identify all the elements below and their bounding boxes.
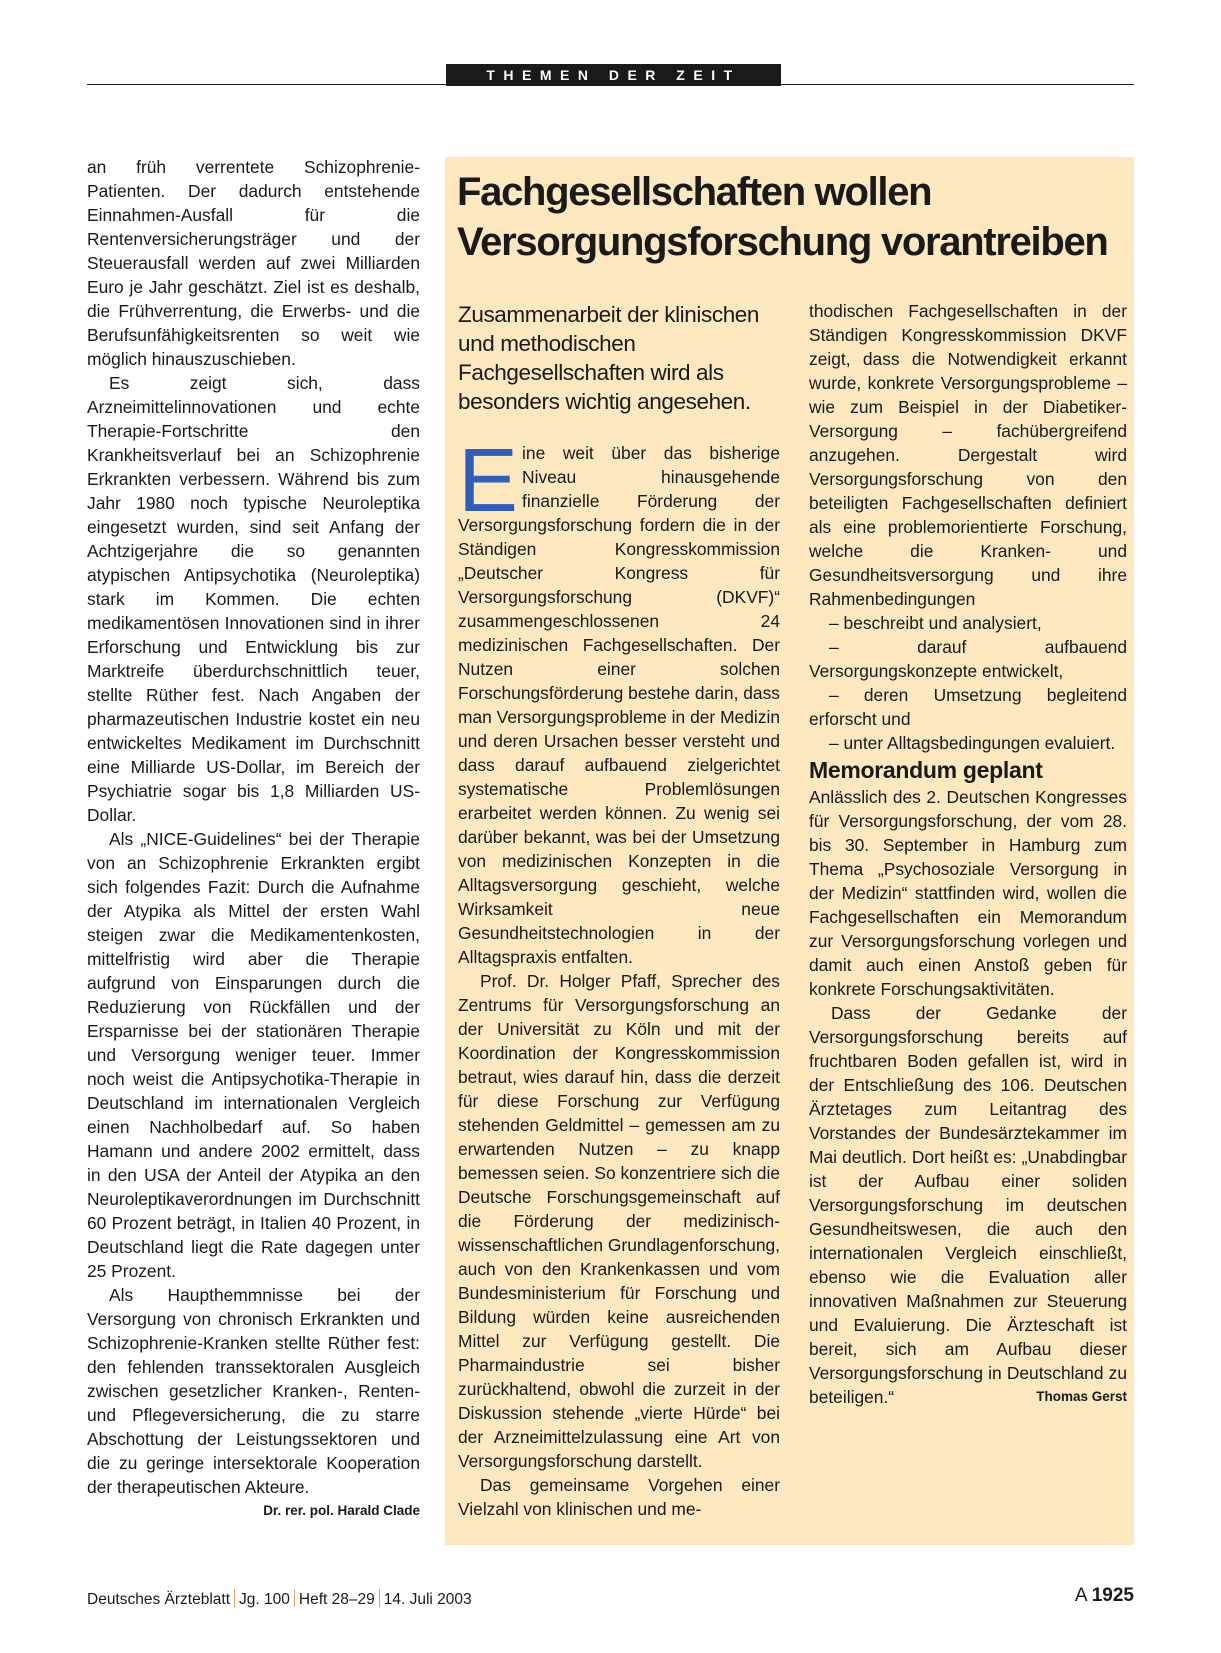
article-lead: Zusammenarbeit der klinischen und methodischen Fachgesellschaften wird als besonders wichtig angesehen. bbox=[458, 302, 760, 414]
footer-date: 14. Juli 2003 bbox=[383, 1591, 472, 1608]
left-paragraph-2: Es zeigt sich, dass Arzneimittelinnovationen und echte Therapie-Fortschritte den Krankheitsverlauf bei an Schizophrenie Erkrankten verbessern. Während bis zum Jahr 1980 noch typische Neuroleptika eingesetzt wurden, sind seit Anfang der Achtzigerjahre die so genannten atypischen Antipsychotika (Neuroleptika) stark im Kommen. Die echten medikamentösen Innovationen sind in ihrer Erforschung und Entwicklung bis zur Marktreife überdurchschnittlich teuer, stellte Rüther fest. Nach Angaben der pharmazeutischen Industrie kostet ein neu entwickeltes Medikament im Durchschnitt eine Milliarde US-Dollar, im Bereich der Psychiatrie sogar bis 1,8 Milliarden US-Dollar. bbox=[87, 373, 420, 825]
box-paragraph-4: thodischen Fachgesellschaften in der Ständigen Kongresskommission DKVF zeigt, dass die Notwendigkeit erkannt wurde, konkrete Versorgungsprobleme – wie zum Beispiel in der Diabetiker-Versorgung – fachübergreifend anzugehen. Dergestalt wird Versorgungsforschung von den beteiligten Fachgesellschaften definiert als eine problemorientierte Forschung, welche die Kranken- und Gesundheitsversorgung und ihre Rahmenbedingungen bbox=[809, 301, 1127, 609]
box-paragraph-1-text: ine weit über das bisherige Niveau hinausgehende finanzielle Förderung der Versorgungsforschung fordern die in der Ständigen Kongresskommission „Deutscher Kongress für Versorgungsforschung (DKVF)“ zusammengeschlossenen 24 medizinischen Fachgesellschaften. Der Nutzen einer solchen Forschungsförderung bestehe darin, dass man Versorgungsprobleme in der Medizin und deren Ursachen besser versteht und dass darauf aufbauend zielgerichtet systematische Problemlösungen erarbeitet werden können. Zu wenig sei darüber bekannt, was bei der Umsetzung von medizinischen Konzepten in die Alltagsversorgung geschieht, welche Wirksamkeit neue Gesundheitstechnologien in der Alltagspraxis entfalten. bbox=[458, 443, 780, 967]
box-author: Thomas Gerst bbox=[1036, 1389, 1127, 1404]
page-number-value: 1925 bbox=[1091, 1585, 1134, 1606]
footer-issue: Heft 28–29 bbox=[298, 1591, 375, 1608]
box-paragraph-2: Prof. Dr. Holger Pfaff, Sprecher des Zentrums für Versorgungsforschung an der Universität zu Köln und mit der Koordination der Kongresskommission betraut, wies darauf hin, dass die derzeit für diese Forschung zur Verfügung stehenden Geldmittel – gemessen am zu erwartenden Nutzen – zu knapp bemessen seien. So konzentriere sich die Deutsche Forschungsgemeinschaft auf die Förderung der medizinisch-wissenschaftlichen Grundlagenforschung, auch von den Krankenkassen und vom Bundesministerium für Forschung und Bildung würden keine ausreichenden Mittel zur Verfügung gestellt. Die Pharmaindustrie sei bisher zurückhaltend, obwohl die zurzeit in der Diskussion stehende „vierte Hürde“ bei der Arzneimittelzulassung eine Art von Versorgungsforschung darstellt. bbox=[458, 971, 780, 1471]
box-paragraph-6-text: Dass der Gedanke der Versorgungsforschung bereits auf fruchtbaren Boden gefallen ist, wird in der Entschließung des 106. Deutschen Ärztetages zum Leitantrag des Vorstandes der Bundesärztekammer im Mai deutlich. Dort heißt es: „Unabdingbar ist der Aufbau einer soliden Versorgungsforschung im deutschen Gesundheitswesen, die auch den internationalen Vergleich einschließt, ebenso wie die Evaluation aller innovativen Maßnahmen zur Steuerung und Evaluierung. Die Ärzteschaft ist bereit, sich am Aufbau dieser Versorgungsforschung in Deutschland zu beteiligen.“ bbox=[809, 1003, 1127, 1407]
box-paragraph-3: Das gemeinsame Vorgehen einer Vielzahl von klinischen und me- bbox=[458, 1475, 780, 1519]
subheading: Memorandum geplant bbox=[809, 757, 1043, 783]
left-author: Dr. rer. pol. Harald Clade bbox=[263, 1503, 420, 1518]
left-column bbox=[87, 155, 420, 1523]
box-paragraph-6 bbox=[809, 1001, 1127, 1409]
drop-cap: E bbox=[458, 431, 519, 531]
article-title bbox=[457, 167, 1127, 267]
footer-separator bbox=[294, 1589, 295, 1607]
footer-journal: Deutsches Ärzteblatt bbox=[87, 1591, 231, 1608]
list-item-1: – beschreibt und analysiert, bbox=[829, 613, 1042, 633]
footer-volume: Jg. 100 bbox=[239, 1591, 290, 1608]
footer-separator bbox=[234, 1589, 235, 1607]
section-label: THEMEN DER ZEIT bbox=[446, 64, 781, 86]
page-number bbox=[1075, 1585, 1134, 1607]
left-paragraph-3: Als „NICE-Guidelines“ bei der Therapie von an Schizophrenie Erkrankten ergibt sich folgendes Fazit: Durch die Aufnahme der Atypika als Mittel der ersten Wahl steigen zwar die Medikamentenkosten, mittelfristig wird aber die Therapie aufgrund von Einsparungen durch die Reduzierung von Rückfällen und der Ersparnisse bei der stationären Therapie und Versorgung weniger teuer. Immer noch weist die Antipsychotika-Therapie in Deutschland im internationalen Vergleich einen Nachholbedarf auf. So haben Hamann und andere 2002 ermittelt, dass in den USA der Anteil der Atypika an den Neuroleptikaverordnungen im Durchschnitt 60 Prozent beträgt, in Italien 40 Prozent, in Deutschland liegt die Rate dagegen unter 25 Prozent. bbox=[87, 829, 420, 1281]
left-paragraph-4-text: Als Haupthemmnisse bei der Versorgung von chronisch Erkrankten und Schizophrenie-Kranken stellte Rüther fest: den fehlenden transsektoralen Ausgleich zwischen gesetzlicher Kranken-, Renten- und Pflegeversicherung, die zu starre Abschottung der Leistungssektoren und die zu geringe intersektorale Kooperation der therapeutischen Akteure. bbox=[87, 1285, 420, 1497]
box-middle-column bbox=[458, 300, 780, 1521]
footer-separator bbox=[379, 1589, 380, 1607]
list-item-3: – deren Umsetzung begleitend erforscht und bbox=[809, 685, 1127, 729]
box-paragraph-5: Anlässlich des 2. Deutschen Kongresses für Versorgungsforschung, der vom 28. bis 30. September in Hamburg zum Thema „Psychosoziale Versorgung in der Medizin“ stattfinden wird, wollen die Fachgesellschaften ein Memorandum zur Versorgungsforschung vorlegen und damit auch einen Anstoß geben für konkrete Forschungsaktivitäten. bbox=[809, 787, 1127, 999]
left-paragraph-4 bbox=[87, 1283, 420, 1518]
list-item-2: – darauf aufbauend Versorgungskonzepte entwickelt, bbox=[809, 637, 1127, 681]
box-right-column bbox=[809, 299, 1127, 1409]
left-paragraph-1: an früh verrentete Schizophrenie-Patienten. Der dadurch entstehende Einnahmen-Ausfall für die Rentenversicherungsträger und der Steuerausfall werden auf zwei Milliarden Euro je Jahr geschätzt. Ziel ist es deshalb, die Frühverrentung, die Erwerbs- und die Berufsunfähigkeitsrenten so weit wie möglich hinauszuschieben. bbox=[87, 157, 420, 369]
page-prefix: A bbox=[1074, 1585, 1087, 1606]
article-title-line-2: Versorgungsforschung vorantreiben bbox=[457, 220, 1108, 264]
box-paragraph-1 bbox=[458, 431, 780, 969]
list-item-4: – unter Alltagsbedingungen evaluiert. bbox=[829, 733, 1116, 753]
article-title-line-1: Fachgesellschaften wollen bbox=[457, 170, 932, 214]
footer bbox=[87, 1589, 472, 1609]
